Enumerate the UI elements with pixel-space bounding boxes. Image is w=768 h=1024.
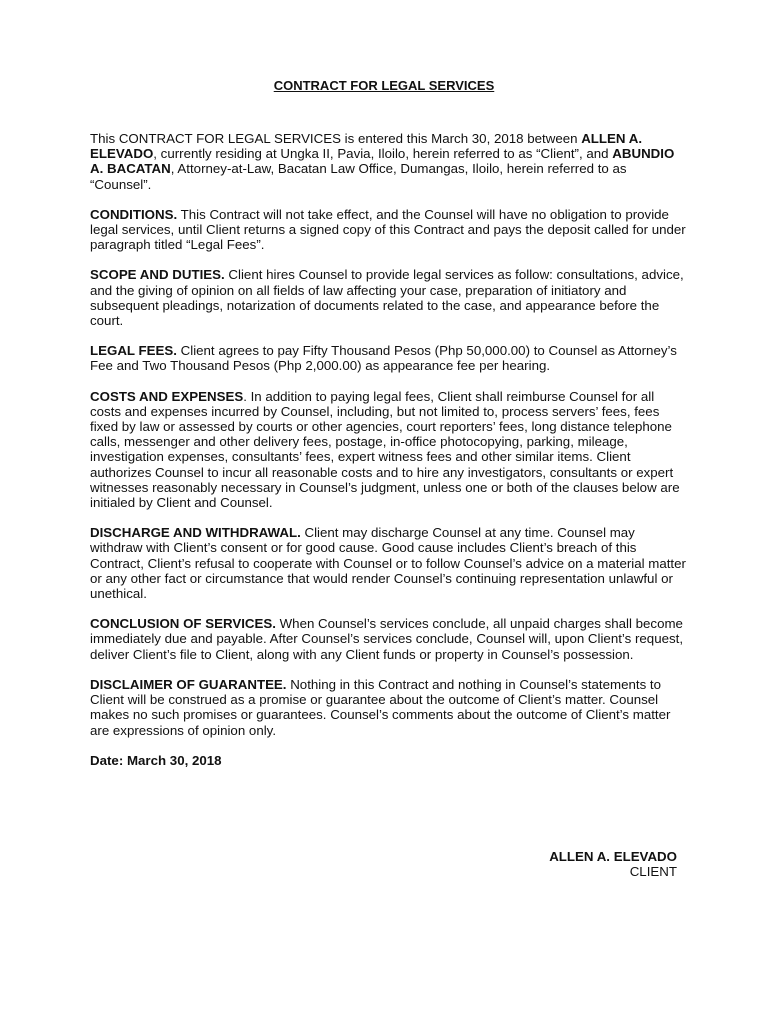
section-text: Client agrees to pay Fifty Thousand Pesos (Php 50,000.00) to Counsel as Attorney’s Fee and Two Thousand Pesos (Php 2,000.00) as appearance fee per hearing.	[90, 343, 677, 374]
section-text: Client may discharge Counsel at any time. Counsel may withdraw with Client’s consent or for good cause. Good cause includes Client’s breach of this Contract, Client’s refusal to cooperate with Counsel or to follow Counsel’s advice on a material matter or any other fact or circumstance that would render Counsel’s continuing representation unlawful or unethical.	[90, 525, 686, 602]
section-conditions	[90, 207, 686, 253]
contract-date: Date: March 30, 2018	[90, 752, 222, 768]
intro-text-3: , Attorney-at-Law, Bacatan Law Office, Dumangas, Iloilo, herein referred to as “Counsel”.	[90, 161, 627, 192]
client-name: ALLEN A. ELEVADO	[90, 131, 643, 162]
section-text: This Contract will not take effect, and the Counsel will have no obligation to provide legal services, until Client returns a signed copy of this Contract and pays the deposit called for under paragraph titled “Legal Fees”.	[90, 206, 686, 253]
section-heading: LEGAL FEES.	[90, 343, 177, 359]
signatory-name: ALLEN A. ELEVADO	[549, 849, 677, 864]
section-scope-and-duties	[90, 267, 686, 328]
intro-text-2: , currently residing at Ungka II, Pavia, Iloilo, herein referred to as “Client”, and	[153, 146, 613, 162]
section-disclaimer-of-guarantee	[90, 677, 686, 738]
document-title: CONTRACT FOR LEGAL SERVICES	[273, 78, 495, 93]
section-heading: SCOPE AND DUTIES.	[90, 267, 225, 283]
section-heading: COSTS AND EXPENSES	[90, 388, 244, 404]
document-body	[90, 131, 686, 783]
section-heading: DISCHARGE AND WITHDRAWAL.	[90, 525, 301, 541]
counsel-name: ABUNDIO A. BACATAN	[90, 146, 675, 177]
section-discharge-and-withdrawal	[90, 525, 686, 601]
section-text: Nothing in this Contract and nothing in Counsel’s statements to Client will be construed as a promise or guarantee about the outcome of Client’s matter. Counsel makes no such promises or guarantees. Counsel’s comments about the outcome of Client’s matter are expressions of opinion only.	[90, 676, 671, 738]
section-heading: CONCLUSION OF SERVICES.	[90, 616, 276, 632]
signatory-role: CLIENT	[629, 864, 677, 880]
section-text: . In addition to paying legal fees, Client shall reimburse Counsel for all costs and expenses incurred by Counsel, including, but not limited to, process servers’ fees, fees fixed by law or assessed by courts or other agencies, court reporters’ fees, long distance telephone calls, messenger and other delivery fees, postage, in-office photocopying, parking, mileage, investigation expenses, consultants’ fees, expert witness fees and other similar items. Client authorizes Counsel to incur all reasonable costs and to hire any investigators, consultants or expert witnesses reasonably necessary in Counsel’s judgment, unless one or both of the clauses below are initialed by Client and Counsel.	[90, 388, 680, 511]
section-legal-fees	[90, 343, 686, 373]
section-text: When Counsel’s services conclude, all unpaid charges shall become immediately due and payable. After Counsel’s services conclude, Counsel will, upon Client’s request, deliver Client’s file to Client, along with any Client funds or property in Counsel’s possession.	[90, 616, 684, 662]
section-heading: CONDITIONS.	[90, 206, 178, 222]
section-conclusion-of-services	[90, 616, 686, 662]
section-costs-and-expenses	[90, 389, 686, 511]
signature-block	[549, 849, 677, 879]
intro-paragraph	[90, 131, 686, 192]
intro-text-1: This CONTRACT FOR LEGAL SERVICES is entered this March 30, 2018 between	[90, 131, 582, 146]
section-text: Client hires Counsel to provide legal services as follow: consultations, advice, and the giving of opinion on all fields of law affecting your case, preparation of initiatory and subsequent pleadings, notarization of documents related to the case, and appearance before the court.	[90, 267, 684, 329]
section-heading: DISCLAIMER OF GUARANTEE.	[90, 676, 287, 692]
